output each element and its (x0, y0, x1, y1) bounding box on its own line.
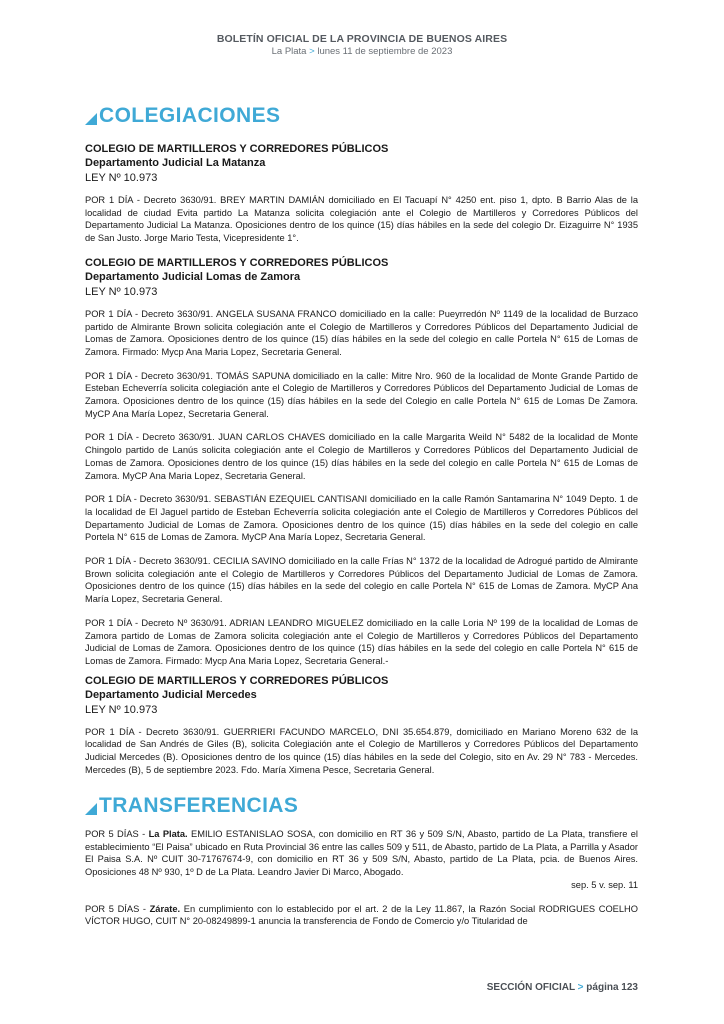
notice-text: En cumplimiento con lo establecido por el art. 2 de la Ley 11.867, la Razón Social RODRIGUES COELHO VÍCTOR HUGO, CUIT N° 20-08249899-1 anuncia la transferencia de Fondo de Comercio y/o Titularidad de (85, 903, 638, 927)
page-footer (487, 982, 638, 993)
notice-paragraph: POR 1 DÍA - Decreto 3630/91. ANGELA SUSANA FRANCO domiciliado en la calle: Pueyrredón Nº 1149 de la localidad de Burzaco partido de Almirante Brown solicita colegiación ante el Colegio de Martilleros y Corredores Públicos del Departamento Judicial de Lomas de Zamora. Oposiciones dentro de los quince (15) días hábiles en la sede del colegio en calle Portela N° 615 de Lomas de Zamora. Firmado: Mycp Ana Maria Lopez, Secretaria General. (85, 308, 638, 357)
bulletin-date: lunes 11 de septiembre de 2023 (317, 46, 453, 57)
notice-paragraph: POR 1 DÍA - Decreto 3630/91. CECILIA SAVINO domiciliado en la calle Frías N° 1372 de la localidad de Adrogué partido de Almirante Brown solicita colegiación ante el Colegio de Martilleros y Corredores Públicos del Departamento Judicial de Lomas de Zamora. Oposiciones dentro de los quince (15) días hábiles en la sede del colegio en calle Portela N° 615 de Lomas de Zamora. MyCP Ana María Lopez, Secretaria General. (85, 556, 638, 605)
colegio-heading: COLEGIO DE MARTILLEROS Y CORREDORES PÚBLICOS (85, 143, 389, 155)
footer-page-number: página 123 (586, 982, 638, 993)
notice-place: La Plata. (148, 829, 188, 839)
transfer-notice (85, 903, 638, 928)
notice-paragraph: POR 1 DÍA - Decreto 3630/91. BREY MARTIN DAMIÁN domiciliado en El Tacuapí N° 4250 ent. piso 1, dpto. B Barrio Alas de la localidad de ciudad Evita partido La Matanza solicita colegiación ante el Colegio de Martilleros y Corredores Públicos del Departamento Judicial La Matanza. Oposiciones dentro de los quince (15) días hábiles en la sede del colegio Dr. Eizaguirre N° 1935 de San Justo. Jorge Mario Testa, Vicepresidente 1°. (85, 195, 638, 244)
notice-prefix: POR 5 DÍAS - (85, 829, 149, 839)
colegio-group (85, 674, 638, 777)
notice-place: Zárate. (149, 903, 181, 914)
colegio-heading: COLEGIO DE MARTILLEROS Y CORREDORES PÚBLICOS (85, 256, 389, 269)
bulletin-title: BOLETÍN OFICIAL DE LA PROVINCIA DE BUENOS AIRES (216, 33, 508, 45)
colegio-group (85, 142, 638, 245)
department-heading: Departamento Judicial Lomas de Zamora (85, 270, 301, 283)
colegio-heading: COLEGIO DE MARTILLEROS Y CORREDORES PÚBLICOS (85, 674, 389, 687)
law-heading: LEY Nº 10.973 (85, 285, 158, 298)
section-title-transferencias (85, 794, 638, 818)
footer-separator: > (577, 982, 584, 993)
dateline-separator: > (309, 46, 315, 57)
page-header (0, 33, 724, 57)
section-triangle-icon (85, 803, 97, 815)
section-triangle-icon (85, 113, 97, 125)
transfer-notice (85, 828, 638, 879)
bulletin-dateline (0, 46, 724, 57)
notice-text: EMILIO ESTANISLAO SOSA, con domicilio en RT 36 y 509 S/N, Abasto, partido de La Plata, transfiere el establecimiento “El Paisa” ubicado en Ruta Provincial 36 entre las calles 509 y 511, de Abasto, partido de La Plata, a Parrilla y Asador El Paisa S.A. Nº CUIT 30-71767674-9, con domicilio en RT 36 y 509 S/N, Abasto, partido de La Plata, pcia. de Buenos Aires. Oposiciones 48 Nº 930, 1º D de La Plata. Leandro Javier Di Marco, Abogado. (85, 829, 638, 878)
notice-paragraph: POR 1 DÍA - Decreto 3630/91. SEBASTIÁN EZEQUIEL CANTISANI domiciliado en la calle Ramón Santamarina N° 1049 Depto. 1 de la localidad de El Jaguel partido de Esteban Echeverría solicita colegiación ante el Colegio de Martilleros y Corredores Públicos del Departamento Judicial de Lomas de Zamora. Oposiciones dentro de los quince (15) días hábiles en la sede del colegio en calle Portela N° 615 de Lomas de Zamora. MyCP Ana María Lopez, Secretaria General. (85, 494, 638, 543)
notice-prefix: POR 5 DÍAS - (85, 903, 150, 914)
law-heading: LEY Nº 10.973 (85, 703, 158, 716)
notice-paragraph: POR 1 DÍA - Decreto Nº 3630/91. ADRIAN LEANDRO MIGUELEZ domiciliado en la calle Loria Nº 199 de la localidad de Lomas de Zamora partido de Lomas de Zamora solicita colegiación ante el Colegio de Martilleros y Corredores Públicos del Departamento Judicial de Lomas de Zamora. Oposiciones dentro de los quince (15) días hábiles en la sede del colegio en calle Portela N° 615 de Lomas de Zamora. Firmado: Mycp Ana Maria Lopez, Secretaria General.- (85, 617, 638, 666)
section-title-text: TRANSFERENCIAS (99, 794, 299, 817)
colegio-group (85, 256, 638, 668)
transferencias-section (85, 794, 638, 939)
section-title-text: COLEGIACIONES (99, 104, 281, 127)
bulletin-place: La Plata (271, 46, 307, 57)
department-heading: Departamento Judicial La Matanza (85, 157, 266, 169)
section-title-colegiaciones (85, 104, 638, 128)
law-heading: LEY Nº 10.973 (85, 172, 158, 184)
notice-paragraph: POR 1 DÍA - Decreto 3630/91. TOMÁS SAPUNA domiciliado en la calle: Mitre Nro. 960 de la localidad de Monte Grande Partido de Esteban Echeverría solicita colegiación ante el Colegio de Martilleros y Corredores Públicos del Departamento Judicial de Lomas de Zamora. Oposiciones dentro de los quince (15) días hábiles en la sede del Colegio en calle Portela N° 615 de Lomas De Zamora. MyCP Ana María Lopez, Secretaria General. (85, 370, 638, 419)
notice-paragraph: POR 1 DÍA - Decreto 3630/91. GUERRIERI FACUNDO MARCELO, DNI 35.654.879, domiciliado en Mariano Moreno 632 de la localidad de San Andrés de Giles (B), solicita Colegiación ante el Colegio de Martilleros y Corredores Públicos del Departamento Judicial Mercedes (B). Oposiciones dentro de los quince (15) días hábiles en la sede del Colegio, sito en Av. 29 N° 783 - Mercedes. Mercedes (B), 5 de septiembre 2023. Fdo. María Ximena Pesce, Secretaria General. (85, 726, 638, 775)
footer-section: SECCIÓN OFICIAL (486, 982, 575, 993)
notice-paragraph: POR 1 DÍA - Decreto 3630/91. JUAN CARLOS CHAVES domiciliado en la calle Margarita Weild N° 5482 de la localidad de Monte Chingolo partido de Lanús solicita colegiación ante el Colegio de Martilleros y Corredores Públicos del Departamento Judicial de Lomas de Zamora. Oposiciones dentro de los quince (15) días hábiles en la sede del colegio en calle Portela N° 615 de Lomas de Zamora. MyCP Ana Maria Lopez, Secretaria General. (85, 432, 638, 481)
department-heading: Departamento Judicial Mercedes (85, 688, 257, 701)
colegiaciones-section (85, 104, 638, 788)
publication-range: sep. 5 v. sep. 11 (571, 879, 638, 890)
